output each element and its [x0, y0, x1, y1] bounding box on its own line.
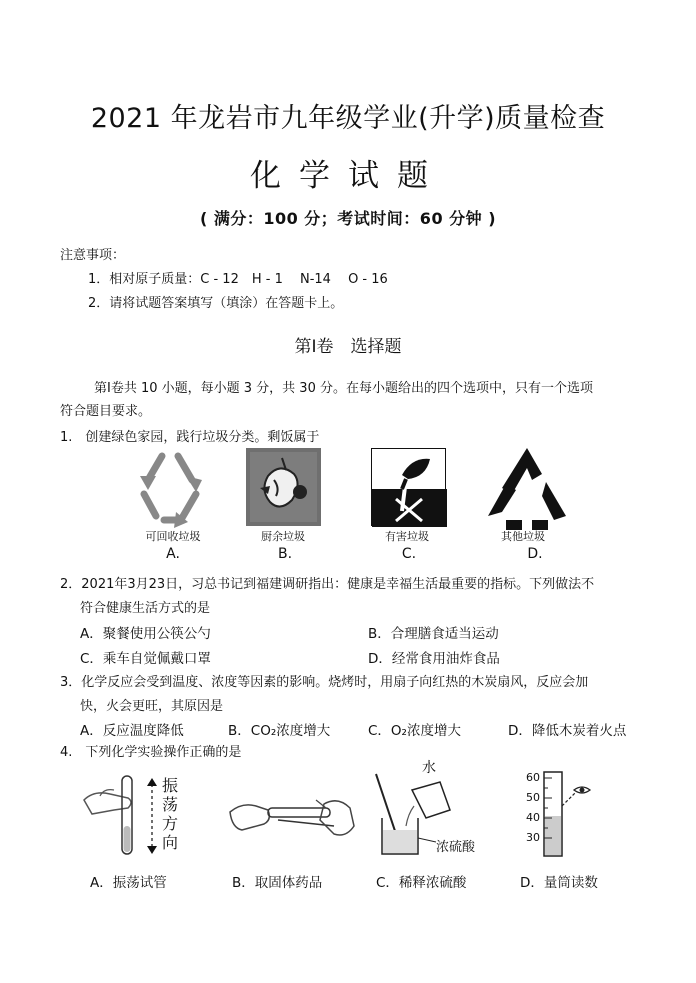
- hazardous-waste-icon: [371, 448, 446, 526]
- shake-label-char-4: 向: [162, 833, 179, 852]
- main-title: 2021 年龙岩市九年级学业(升学)质量检查: [90, 103, 606, 134]
- q1-caption-c: 有害垃圾: [385, 530, 429, 543]
- q4-option-a: A．振荡试管: [90, 875, 167, 891]
- section-intro-line1: 第Ⅰ卷共 10 小题，每小题 3 分，共 30 分。在每小题给出的四个选项中，只有一个选项: [94, 381, 593, 396]
- other-waste-icon: [484, 446, 570, 530]
- section-title: 第Ⅰ卷 选择题: [294, 337, 402, 357]
- notes-item-1: 1．相对原子质量：C - 12 H - 1 N-14 O - 16: [88, 272, 388, 287]
- q1-caption-d: 其他垃圾: [501, 530, 545, 543]
- notes-item-2: 2．请将试题答案填写（填涂）在答题卡上。: [88, 296, 344, 311]
- q4-stem: 4. 下列化学实验操作正确的是: [60, 745, 242, 760]
- q1-letter-c: C.: [401, 546, 417, 562]
- notes-heading: 注意事项：: [60, 248, 126, 263]
- score-line: ( 满分：100 分；考试时间：60 分钟 ): [199, 209, 497, 228]
- q2-stem-line1: 2．2021年3月23日，习总书记到福建调研指出：健康是幸福生活最重要的指标。下列做法不: [60, 577, 595, 592]
- q3-option-d: D．降低木炭着火点: [508, 723, 627, 739]
- q2-option-a: A．聚餐使用公筷公勺: [80, 626, 211, 642]
- cylinder-tick-50: 50: [526, 791, 540, 804]
- cylinder-tick-60: 60: [526, 771, 540, 784]
- q3-option-b: B．CO₂浓度增大: [228, 723, 331, 739]
- shake-direction-label: [162, 776, 182, 852]
- q1-letter-b: B.: [277, 546, 293, 562]
- q1-caption-b: 厨余垃圾: [261, 530, 305, 543]
- kitchen-waste-icon: [246, 448, 321, 526]
- q2-option-c: C．乘车自觉佩戴口罩: [80, 651, 211, 667]
- cylinder-tick-40: 40: [526, 811, 540, 824]
- shake-label-char-3: 方: [162, 814, 179, 833]
- q4-option-b: B．取固体药品: [232, 875, 323, 891]
- q4-option-c: C．稀释浓硫酸: [376, 875, 467, 891]
- section-intro-line2: 符合题目要求。: [60, 404, 152, 419]
- q1-caption-a: 可回收垃圾: [145, 530, 201, 543]
- q1-letter-a: A.: [166, 546, 180, 562]
- q1-letter-d: D.: [527, 546, 543, 562]
- water-label: 水: [422, 760, 436, 776]
- recycle-icon: [126, 446, 216, 526]
- q3-stem-line2: 快，火会更旺，其原因是: [80, 699, 224, 714]
- q2-stem-line2: 符合健康生活方式的是: [80, 601, 211, 616]
- shake-label-char-2: 荡: [162, 795, 179, 814]
- q4-option-d: D．量筒读数: [520, 875, 598, 891]
- q3-option-c: C．O₂浓度增大: [368, 723, 461, 739]
- acid-label: 浓硫酸: [436, 840, 476, 855]
- q2-option-b: B．合理膳食适当运动: [368, 626, 499, 642]
- sub-title: 化学试题: [250, 158, 446, 194]
- q3-stem-line1: 3．化学反应会受到温度、浓度等因素的影响。烧烤时，用扇子向红热的木炭扇风，反应会加: [60, 675, 589, 690]
- up-down-arrow-icon: [146, 778, 158, 854]
- solid-reagent-illustration: [228, 790, 356, 846]
- shake-label-char-1: 振: [162, 776, 179, 795]
- q3-option-a: A．反应温度降低: [80, 723, 184, 739]
- q1-stem: 1. 创建绿色家园，践行垃圾分类。剩饭属于: [60, 430, 320, 445]
- q2-option-d: D．经常食用油炸食品: [368, 651, 500, 667]
- cylinder-tick-30: 30: [526, 831, 540, 844]
